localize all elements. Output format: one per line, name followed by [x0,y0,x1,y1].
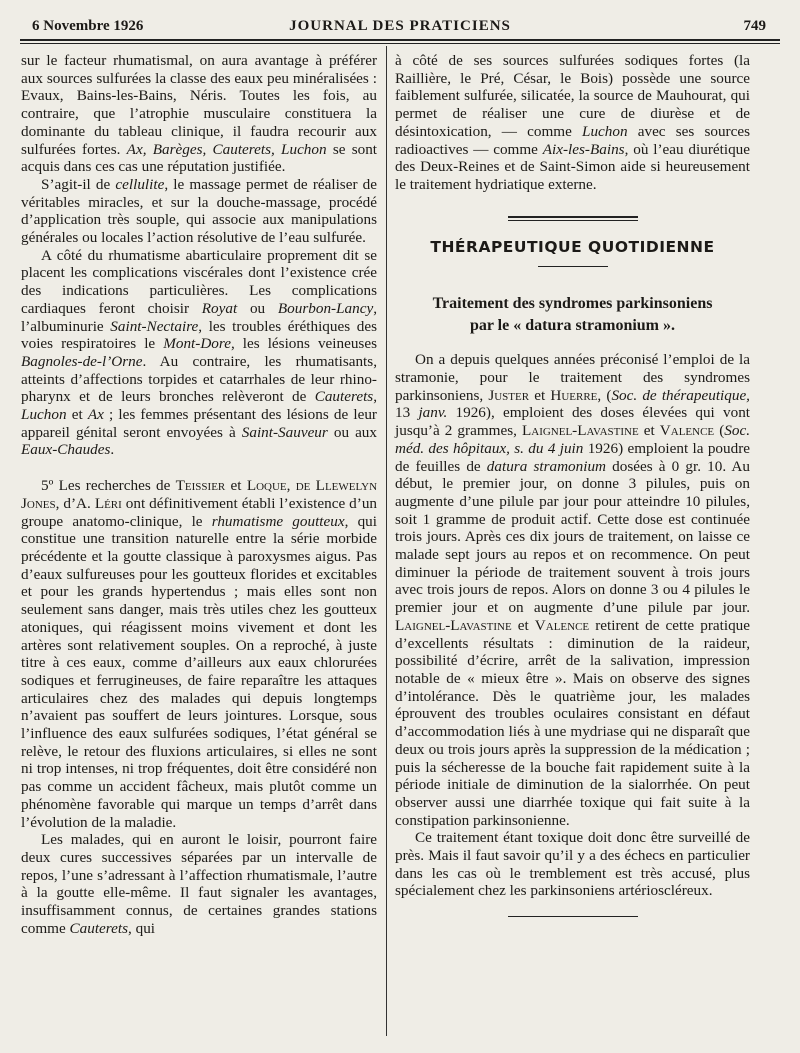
article-title-line: Traitement des syndromes parkinsoniens [432,295,713,313]
header-rule [20,39,780,44]
header-date: 6 Novembre 1926 [32,18,144,34]
paragraph: Les malades, qui en auront le loisir, pourront faire deux cures successives séparées par un intervalle de repos, l’une s’adressant à l’affection rhumatismale, l’autre à la goutte elle-même. Il faut signaler les avantages, insuffisamment connus, de certaines grandes stations comme Cauterets, qui [21,831,377,937]
paragraph: A côté du rhumatisme abarticulaire proprement dit se placent les complications viscérales dont l’existence crée des indications particulières. Les complications cardiaques feront choisir Royat ou Bourbon-Lancy, l’albuminurie Saint-Nectaire, les troubles éréthiques des voies respiratoires le Mont-Dore, les lésions veineuses Bagnoles-de-l’Orne. Au contraire, les rhumatisants, atteints d’affections torpides et catarrhales de leur rhino-pharynx et de leurs bronches relèveront de Cauterets, Luchon et Ax ; les femmes présentant des lésions de leur appareil génital seront envoyées à Saint-Sauveur ou aux Eaux-Chaudes. [21,246,378,459]
paragraph: On a depuis quelques années préconisé l’emploi de la stramonie, pour le traitement des syndromes parkinsoniens, Juster et Huerre, (Soc. de thérapeutique, 13 janv. 1926), emploient des doses élevées qui vont jusqu’à 2 grammes, Laignel-Lavastine et Valence (Soc. méd. des hôpitaux, s. du 4 juin 1926) emploient la poudre de feuilles de datura stramonium dosées à 0 gr. 10. Au début, le premier jour, on donne 3 pilules, puis on augmente d’une pilule par jour pour atteindre 10 pilules, soit 1 gramme de produit actif. Cette dose est continuée trois jours. Après ces dix jours de traitement, on laisse ce malade sept jours au repos et on recommence. On peut diminuer la période de traitement souvent à trois jours avec trois jours de repos. Alors on donne 3 ou 4 pilules le premier jour et on augmente d’une pilule par jour. Laignel-Lavastine et Valence retirent de cette pratique d’excellents résultats : diminution de la raideur, possibilité d’écrire, arrêt de la salivation, impression notable de « mieux être ». Mais on observe des signes d’intolérance. Dès le quatrième jour, les malades éprouvent des troubles oculaires consistant en défaut d’accommodation liés à une mydriase qui ne disparaît que deux ou trois jours après la suppression de la médication ; puis la sécheresse de la bouche fait rapidement suite à la période initiale de diminution de la sialorrhée. On peut observer aussi une diarrhée toxique qui fait suite à la constipation parkinsonienne. [395,351,751,829]
left-column [21,52,377,937]
paragraph: à côté de ses sources sulfurées sodiques fortes (la Raillière, le Pré, César, le Bois) possède une source faiblement sulfurée, silicatée, la source de Mauhourat, qui permet de réaliser une cure de diurèse et de désintoxication, — comme Luchon avec ses sources radioactives — comme Aix-les-Bains, où l’eau diurétique des Deux-Reines et de Saint-Simon aide si heureusement le traitement hydriatique externe. [395,52,750,193]
header-journal-title: JOURNAL DES PRATICIENS [289,18,511,34]
paragraph: S’agit-il de cellulite, le massage permet de réaliser de véritables miracles, et sur la douche-massage, procédé d’application très souple, qui associe aux manipulations générales ou locales l’action résolutive de l’eau sulfurée. [21,175,378,247]
paragraph: sur le facteur rhumatismal, on aura avantage à préférer aux sources sulfurées la classe des eaux peu minéralisées : Evaux, Bains-les-Bains, Néris. Toutes les fois, au contraire, que l’atrophie musculaire constituera la dominante du tableau clinique, il faudra recourir aux sulfurées fortes. Ax, Barèges, Cauterets, Luchon se sont acquis dans ces cas une réputation justifiée. [21,52,378,176]
right-column [395,52,750,917]
section-separator [508,216,638,221]
header-page-number: 749 [743,18,766,34]
paragraph: Ce traitement étant toxique doit donc être surveillé de près. Mais il faut savoir qu’il y a des échecs en particulier dans les cas où le tremblement est très accusé, plus spécialement chez les parkinsoniens artérioscléreux. [395,829,750,900]
column-divider [386,46,387,1036]
section-rubric: THÉRAPEUTIQUE QUOTIDIENNE [430,237,715,256]
article-title [395,293,750,337]
paragraph: 5º Les recherches de Teissier et Loque, de Llewelyn Jones, d’A. Léri ont définitivement établi l’existence d’un groupe anatomo-clinique, le rhumatisme goutteux, qui constitue une transition naturelle entre la série morbide précédente et la goutte classique à paroxysmes aigus. Pas d’eaux sulfureuses pour les goutteux florides et excitables et pour les grands hypertendus ; mais elles sont non seulement sans danger, mais très utiles chez les goutteux atoniques, qui réagissent moins vivement et dont les artères sont relativement souples. On a reproché, à juste titre à ces eaux, comme d’ailleurs aux eaux chlorurées sodiques et ferrugineuses, de faire reparaître les attaques articulaires chez des malades qui depuis longtemps n’avaient pas souffert de leurs jointures. Lorsque, sous l’influence des eaux sulfurées sodiques, l’état général se relève, le retour des fluxions articulaires, si elles ne sont ni trop intenses, ni trop fréquentes, doit être considéré non pas comme un accident fâcheux, mais plutôt comme un phénomène favorable qui marque un temps d’arrêt dans l’évolution de la maladie. [21,477,378,831]
bottom-separator [508,916,638,917]
rubric-underline [538,266,608,267]
article-title-line: par le « datura stramonium ». [469,317,676,335]
